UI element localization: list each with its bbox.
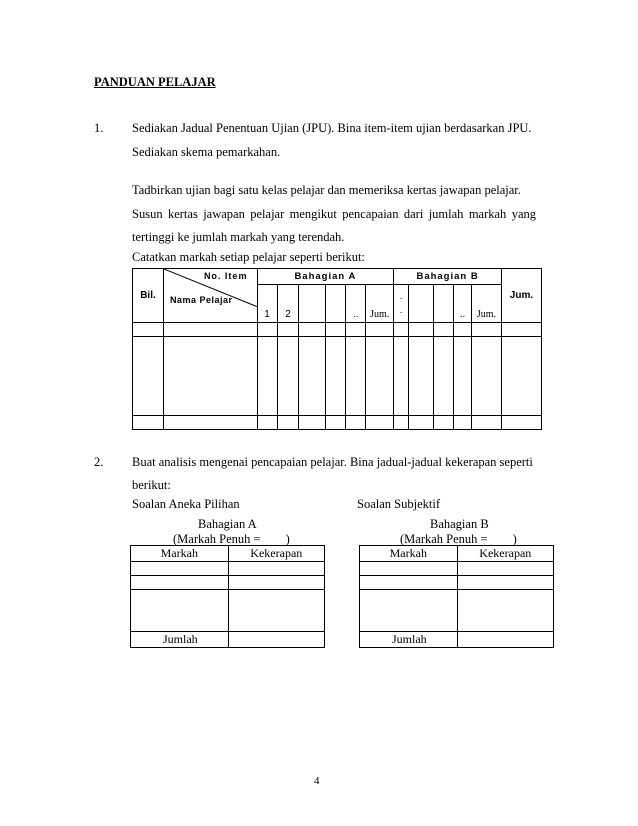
col-1-header: 1	[257, 285, 277, 323]
table-row	[133, 415, 542, 429]
frequency-table-a	[130, 545, 325, 648]
nama-pelajar-label: Nama Pelajar	[169, 295, 233, 305]
table-row	[131, 590, 325, 632]
dots-header-b: ..	[454, 285, 472, 323]
bahagian-a-header: Bahagian A	[257, 269, 394, 285]
section-1-line-2: Sediakan skema pemarkahan.	[132, 145, 281, 159]
table-row	[360, 590, 554, 632]
left-table-label: Soalan Aneka Pilihan	[132, 497, 240, 511]
right-caption-1: Bahagian B	[430, 517, 489, 531]
blank-header	[434, 285, 454, 323]
table-row	[360, 562, 554, 576]
dots-header-a: ..	[346, 285, 366, 323]
jum-b-header: Jum.	[471, 285, 501, 323]
blank-header	[299, 285, 326, 323]
section-1-line-4: Susun kertas jawapan pelajar mengikut pencapaian dari jumlah markah yang	[132, 207, 536, 221]
section-1-line-1: Sediakan Jadual Penentuan Ujian (JPU). Bina item-item ujian berdasarkan JPU.	[132, 121, 532, 135]
left-caption-2: (Markah Penuh = )	[173, 532, 290, 546]
right-caption-2: (Markah Penuh = )	[400, 532, 517, 546]
section-1-line-6: Catatkan markah setiap pelajar seperti berikut:	[132, 250, 365, 264]
jumlah-value	[457, 632, 553, 648]
jumlah-label: Jumlah	[360, 632, 458, 648]
page-title: PANDUAN PELAJAR	[94, 75, 216, 89]
section-2-line-1: Buat analisis mengenai pencapaian pelajar. Bina jadual-jadual kekerapan seperti	[132, 455, 533, 469]
left-caption-1: Bahagian A	[198, 517, 257, 531]
section-2-number: 2.	[94, 455, 104, 469]
no-item-label: No. Item	[203, 271, 248, 281]
jumlah-label: Jumlah	[131, 632, 229, 648]
frequency-table-b	[359, 545, 554, 648]
markah-header: Markah	[131, 546, 229, 562]
right-table-label: Soalan Subjektif	[357, 497, 440, 511]
blank-header	[326, 285, 346, 323]
kekerapan-header: Kekerapan	[228, 546, 324, 562]
diagonal-header-cell	[163, 269, 257, 323]
table-row	[133, 323, 542, 337]
section-1-line-5: tertinggi ke jumlah markah yang terendah.	[132, 230, 345, 244]
blank-header	[409, 285, 434, 323]
bahagian-b-header: Bahagian B	[394, 269, 502, 285]
dot-header: . .	[394, 285, 409, 323]
jum-header: Jum.	[501, 269, 541, 323]
jumlah-value	[228, 632, 324, 648]
jum-a-header: Jum.	[366, 285, 394, 323]
marks-table	[132, 268, 542, 430]
section-2-line-2: berikut:	[132, 478, 171, 492]
table-row	[360, 576, 554, 590]
section-1-line-3: Tadbirkan ujian bagi satu kelas pelajar dan memeriksa kertas jawapan pelajar.	[132, 183, 521, 197]
bil-header: Bil.	[133, 269, 164, 323]
markah-header: Markah	[360, 546, 458, 562]
kekerapan-header: Kekerapan	[457, 546, 553, 562]
section-1-number: 1.	[94, 121, 104, 135]
table-row	[131, 562, 325, 576]
table-row	[131, 576, 325, 590]
page-number: 4	[314, 775, 320, 787]
col-2-header: 2	[277, 285, 299, 323]
table-row	[133, 337, 542, 415]
